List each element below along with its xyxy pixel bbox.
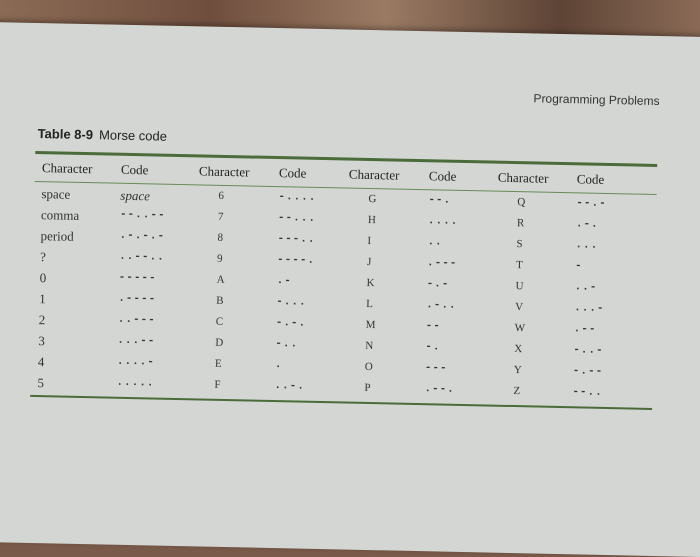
- table-cell-code: --: [425, 320, 442, 333]
- table-cell-code: ..--..: [118, 250, 165, 264]
- table-cell-character: 4: [37, 354, 45, 370]
- table-cell-character: 3: [38, 333, 45, 349]
- table-cell-code: .-.: [575, 218, 599, 231]
- table-cell-code: --..: [572, 386, 603, 399]
- table-cell-character: L: [366, 297, 374, 311]
- table-cell-character: S: [516, 238, 523, 251]
- table-cell-code: -.-: [426, 278, 450, 291]
- table-cell-code: -----: [118, 271, 157, 285]
- table-cell-code: --...: [277, 212, 317, 225]
- table-label: Table 8-9: [37, 126, 94, 143]
- table-cell-code: space: [120, 187, 151, 204]
- table-cell-character: 9: [216, 252, 223, 265]
- table-cell-character: 8: [217, 231, 224, 244]
- table-cell-code: .----: [118, 292, 157, 306]
- table-cell-character: period: [40, 228, 74, 244]
- table-cell-code: ...: [575, 239, 599, 252]
- table-title: Morse code: [98, 127, 168, 144]
- table-cell-character: Y: [513, 364, 522, 377]
- col-header-character-3: Character: [348, 166, 400, 183]
- table-cell-character: I: [367, 234, 372, 248]
- table-cell-character: M: [365, 318, 376, 332]
- table-cell-character: G: [368, 192, 377, 206]
- table-cell-code: --..--: [119, 208, 166, 222]
- table-cell-character: Q: [517, 196, 526, 209]
- table-cell-code: -.--: [572, 365, 604, 378]
- table-cell-character: 6: [218, 189, 225, 202]
- table-cell-code: -..: [275, 338, 299, 351]
- col-header-code-1: Code: [120, 161, 149, 178]
- table-cell-code: ---: [424, 362, 448, 375]
- table-cell-character: D: [215, 336, 224, 349]
- col-header-code-3: Code: [428, 168, 457, 184]
- table-cell-character: A: [216, 273, 225, 286]
- col-header-code-4: Code: [576, 171, 605, 187]
- table-cell-character: 7: [217, 210, 224, 223]
- table-cell-character: J: [366, 255, 372, 269]
- table-cell-code: .....: [116, 376, 155, 390]
- table-cell-character: ?: [39, 249, 47, 265]
- table-cell-code: .: [274, 359, 283, 372]
- table-cell-code: --.-: [576, 197, 607, 210]
- table-cell-character: 0: [39, 270, 47, 286]
- table-cell-code: ....-: [116, 355, 156, 369]
- table-cell-character: H: [367, 213, 377, 227]
- table-cell-code: .--.: [424, 383, 455, 396]
- table-cell-character: space: [41, 186, 71, 202]
- table-cell-code: ----.: [276, 254, 316, 267]
- table-cell-character: U: [515, 280, 524, 293]
- table-cell-code: ..-: [574, 281, 598, 294]
- col-header-character-1: Character: [41, 160, 93, 177]
- table-cell-code: --.: [428, 194, 452, 207]
- table-cell-code: ---..: [277, 233, 316, 246]
- table-caption: [38, 126, 168, 144]
- table-cell-character: B: [216, 294, 224, 307]
- table-cell-code: -..-: [573, 344, 604, 357]
- running-title: Programming Problems: [533, 91, 660, 109]
- table-cell-character: R: [516, 217, 525, 230]
- table-cell-code: -: [574, 260, 583, 273]
- table-cell-character: E: [214, 357, 222, 370]
- table-cell-code: .---: [426, 257, 458, 270]
- table-cell-code: -...: [276, 296, 307, 309]
- table-cell-character: F: [214, 378, 221, 391]
- table-cell-code: .--: [573, 323, 597, 336]
- table-cell-code: .-..: [426, 299, 457, 312]
- table-cell-character: W: [514, 322, 526, 335]
- book-page: [0, 22, 700, 557]
- table-cell-character: C: [215, 315, 224, 328]
- table-cell-code: ...--: [117, 334, 156, 348]
- table-cell-character: 1: [39, 291, 46, 307]
- table-cell-character: Z: [513, 385, 521, 398]
- table-cell-character: N: [365, 339, 374, 353]
- table-cell-code: ..---: [117, 313, 156, 327]
- table-cell-character: V: [515, 301, 524, 314]
- table-cell-character: P: [364, 381, 371, 395]
- table-cell-code: ....: [427, 215, 459, 228]
- table-cell-code: .-: [276, 275, 292, 288]
- table-cell-code: .-.-.-: [119, 229, 166, 243]
- table-cell-character: X: [514, 343, 523, 356]
- table-cell-code: ...-: [574, 302, 605, 315]
- col-header-code-2: Code: [278, 165, 307, 181]
- col-header-character-4: Character: [497, 169, 549, 186]
- table-cell-code: ..-.: [274, 380, 305, 393]
- table-cell-code: ..: [427, 236, 443, 249]
- col-header-character-2: Character: [198, 163, 250, 180]
- table-bottom-rule: [30, 395, 652, 410]
- table-cell-character: K: [366, 276, 375, 290]
- table-cell-character: O: [364, 360, 373, 374]
- table-cell-character: 5: [37, 375, 45, 391]
- table-cell-character: comma: [40, 207, 80, 223]
- table-cell-character: 2: [38, 312, 46, 328]
- table-cell-code: -....: [278, 191, 317, 204]
- table-cell-character: T: [515, 259, 523, 272]
- table-cell-code: -.: [425, 341, 441, 354]
- table-cell-code: -.-.: [275, 317, 307, 330]
